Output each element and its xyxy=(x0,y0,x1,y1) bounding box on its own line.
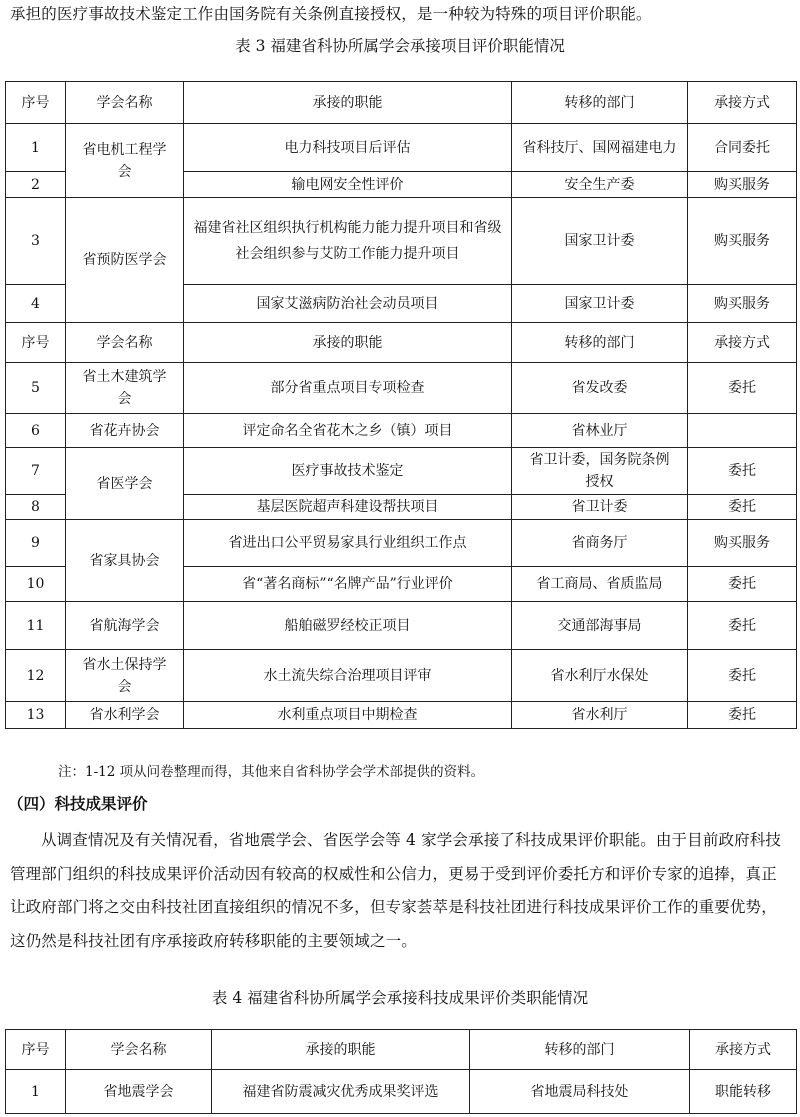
table-row xyxy=(6,650,797,702)
cell-mode: 委托 xyxy=(688,448,797,495)
cell-dept: 省水利厅 xyxy=(512,702,688,729)
cell-mode: 职能转移 xyxy=(690,1070,797,1114)
table-row xyxy=(6,520,797,567)
header-mode: 承接方式 xyxy=(688,82,797,124)
header-function: 承接的职能 xyxy=(184,82,512,124)
cell-mode: 委托 xyxy=(688,495,797,520)
cell-function: 福建省社区组织执行机构能力能力提升项目和省级社会组织参与艾防工作能力提升项目 xyxy=(184,198,512,285)
header-society: 学会名称 xyxy=(66,82,184,124)
cell-mode: 委托 xyxy=(688,363,797,414)
cell-mode: 购买服务 xyxy=(688,172,797,198)
cell-dept: 国家卫计委 xyxy=(512,198,688,285)
cell-no: 8 xyxy=(6,495,66,520)
cell-mode: 合同委托 xyxy=(688,124,797,172)
table-row xyxy=(6,602,797,650)
table-row xyxy=(6,702,797,729)
cell-no: 10 xyxy=(6,567,66,602)
cell-no: 3 xyxy=(6,198,66,285)
cell-function: 基层医院超声科建设帮扶项目 xyxy=(184,495,512,520)
cell-no: 11 xyxy=(6,602,66,650)
table4-caption: 表 4 福建省科协所属学会承接科技成果评价类职能情况 xyxy=(211,989,589,1007)
cell-function: 医疗事故技术鉴定 xyxy=(184,448,512,495)
cell-function: 输电网安全性评价 xyxy=(184,172,512,198)
cell-no: 4 xyxy=(6,285,66,323)
header-dept: 转移的部门 xyxy=(470,1030,690,1070)
cell-society: 省电机工程学会 xyxy=(66,124,184,198)
cell-society: 省家具协会 xyxy=(66,520,184,602)
cell-function: 水土流失综合治理项目评审 xyxy=(184,650,512,702)
table3-header-row xyxy=(6,82,797,124)
cell-no: 12 xyxy=(6,650,66,702)
cell-mode: 购买服务 xyxy=(688,285,797,323)
table4-header-row xyxy=(6,1030,797,1070)
header-dept: 转移的部门 xyxy=(512,82,688,124)
cell-dept: 安全生产委 xyxy=(512,172,688,198)
cell-function: 省“著名商标”“名牌产品”行业评价 xyxy=(184,567,512,602)
cell-dept: 省发改委 xyxy=(512,363,688,414)
cell-society: 省航海学会 xyxy=(66,602,184,650)
cell-function: 福建省防震减灾优秀成果奖评选 xyxy=(212,1070,470,1114)
cell-mode: 购买服务 xyxy=(688,520,797,567)
cell-dept: 省商务厅 xyxy=(512,520,688,567)
cell-no: 1 xyxy=(6,124,66,172)
subheader-society: 学会名称 xyxy=(66,323,184,363)
cell-dept: 省地震局科技处 xyxy=(470,1070,690,1114)
cell-mode: 委托 xyxy=(688,650,797,702)
cell-society: 省预防医学会 xyxy=(66,198,184,323)
subheader-mode: 承接方式 xyxy=(688,323,797,363)
header-function: 承接的职能 xyxy=(212,1030,470,1070)
cell-no: 2 xyxy=(6,172,66,198)
section-paragraph: 从调查情况及有关情况看，省地震学会、省医学会等 4 家学会承接了科技成果评价职能。由于目前政府科技管理部门组织的科技成果评价活动因有较高的权威性和公信力，更易于受到评价委托方和评价专家的追捧，真正让政府部门将之交由科技社团直接组织的情况不多，但专家荟萃是科技社团进行科技成果评价工作的重要优势，这仍然是科技社团有序承接政府转移职能的主要领域之一。 xyxy=(10,831,782,950)
cell-no: 7 xyxy=(6,448,66,495)
table-row xyxy=(6,414,797,448)
cell-function: 评定命名全省花木之乡（镇）项目 xyxy=(184,414,512,448)
header-society: 学会名称 xyxy=(66,1030,212,1070)
cell-dept: 省卫计委 xyxy=(512,495,688,520)
subheader-no: 序号 xyxy=(6,323,66,363)
header-no: 序号 xyxy=(6,1030,66,1070)
subheader-dept: 转移的部门 xyxy=(512,323,688,363)
cell-dept: 省科技厅、国网福建电力 xyxy=(512,124,688,172)
cell-society: 省水利学会 xyxy=(66,702,184,729)
cell-function: 部分省重点项目专项检查 xyxy=(184,363,512,414)
table3 xyxy=(5,81,797,729)
table3-caption: 表 3 福建省科协所属学会承接项目评价职能情况 xyxy=(235,37,565,55)
table3-note: 注：1-12 项从问卷整理而得，其他来自省科协学会学术部提供的资料。 xyxy=(58,764,485,780)
cell-no: 5 xyxy=(6,363,66,414)
cell-no: 13 xyxy=(6,702,66,729)
cell-dept: 交通部海事局 xyxy=(512,602,688,650)
table4 xyxy=(5,1029,797,1114)
cell-dept: 省水利厅水保处 xyxy=(512,650,688,702)
top-paragraph: 承担的医疗事故技术鉴定工作由国务院有关条例直接授权，是一种较为特殊的项目评价职能。 xyxy=(10,5,652,23)
cell-mode: 委托 xyxy=(688,567,797,602)
cell-function: 船舶磁罗经校正项目 xyxy=(184,602,512,650)
header-mode: 承接方式 xyxy=(690,1030,797,1070)
cell-no: 6 xyxy=(6,414,66,448)
table3-subheader-row xyxy=(6,323,797,363)
section-heading: （四）科技成果评价 xyxy=(8,794,148,813)
cell-society: 省水土保持学会 xyxy=(66,650,184,702)
table-row xyxy=(6,1070,797,1114)
cell-function: 电力科技项目后评估 xyxy=(184,124,512,172)
table-row xyxy=(6,198,797,285)
table-row xyxy=(6,363,797,414)
cell-mode: 委托 xyxy=(688,602,797,650)
cell-no: 9 xyxy=(6,520,66,567)
cell-mode xyxy=(688,414,797,448)
cell-dept: 国家卫计委 xyxy=(512,285,688,323)
cell-society: 省花卉协会 xyxy=(66,414,184,448)
cell-society: 省地震学会 xyxy=(66,1070,212,1114)
subheader-function: 承接的职能 xyxy=(184,323,512,363)
table-row xyxy=(6,124,797,172)
table-row xyxy=(6,448,797,495)
cell-dept: 省卫计委，国务院条例授权 xyxy=(512,448,688,495)
cell-function: 省进出口公平贸易家具行业组织工作点 xyxy=(184,520,512,567)
cell-mode: 委托 xyxy=(688,702,797,729)
cell-function: 水利重点项目中期检查 xyxy=(184,702,512,729)
cell-society: 省土木建筑学会 xyxy=(66,363,184,414)
cell-dept: 省工商局、省质监局 xyxy=(512,567,688,602)
cell-dept: 省林业厅 xyxy=(512,414,688,448)
cell-mode: 购买服务 xyxy=(688,198,797,285)
cell-no: 1 xyxy=(6,1070,66,1114)
cell-function: 国家艾滋病防治社会动员项目 xyxy=(184,285,512,323)
cell-society: 省医学会 xyxy=(66,448,184,520)
header-no: 序号 xyxy=(6,82,66,124)
